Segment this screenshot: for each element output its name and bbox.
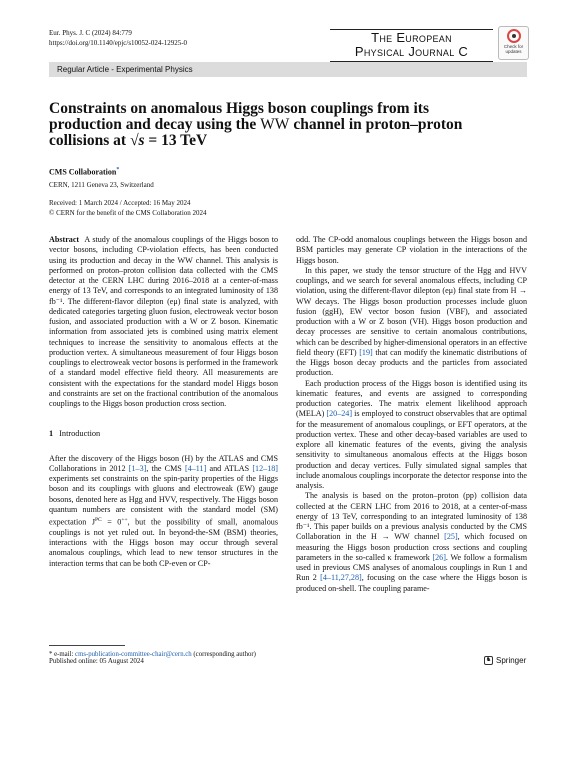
copyright: © CERN for the benefit of the CMS Collaboration 2024	[49, 208, 207, 217]
intro-text: experiments set constraints on the spin-parity properties of the Higgs boson and its couplings with gluons and electroweak (EW) gauge bosons, denoted here as Hgg and HVV, respectively. The Higgs boson quantum numbers are consistent with the standard model (SM) expectation J	[49, 474, 278, 527]
email-link[interactable]: cms-publication-committee-chair@cern.ch	[75, 651, 192, 658]
superscript: PC	[94, 517, 102, 523]
intro-paragraph-2	[296, 266, 527, 379]
check-badge-line2: updates	[505, 49, 522, 54]
check-for-updates-badge[interactable]	[498, 26, 529, 60]
intro-paragraph-cont: odd. The CP-odd anomalous couplings between the Higgs boson and BSM particles may generate CP violation in the interactions of the Higgs boson.	[296, 235, 527, 265]
citation-link[interactable]: [4–11]	[185, 463, 207, 473]
right-column	[296, 235, 527, 594]
citation-link[interactable]: [20–24]	[326, 409, 353, 419]
abstract-text: A study of the anomalous couplings of the Higgs boson to vector bosons, including CP-violation effects, has been conducted using its production and decay in the WW channel. This analysis is performed on proton–proton collision data collected with the CMS detector at the CERN LHC during 2016–2018 at a center-of-mass energy of 13 TeV, and corresponds to an integrated luminosity of 138 fb⁻¹. The different-flavor dilepton (eμ) final state is analyzed, with dedicated categories targeting gluon fusion, electroweak vector boson fusion, and associated production with a W or Z boson. Kinematic information from associated jets is combined using matrix element techniques to increase the sensitivity to anomalous effects at the production vertex. A simultaneous measurement of four Higgs boson couplings to electroweak vector bosons is performed in the framework of a standard model effective field theory. All measurements are consistent with the expectations for the standard model Higgs boson and constraints are set on the fractional contribution of the anomalous couplings to the Higgs boson production cross section.	[49, 235, 278, 408]
intro-text: and ATLAS	[206, 463, 253, 473]
abstract-label: Abstract	[49, 235, 80, 244]
intro-text: Each production process of the Higgs boson is identified using its kinematic features, and events are assigned to corresponding production categories. The matrix element likelihood approach (MELA)	[296, 378, 527, 419]
section-heading-introduction	[49, 429, 278, 439]
citation-link[interactable]: [1–3]	[128, 463, 147, 473]
journal-name-line1: The European	[371, 30, 452, 45]
publisher-logo	[484, 656, 526, 665]
intro-paragraph-4	[296, 491, 527, 594]
intro-paragraph-3	[296, 379, 527, 492]
title-energy: = 13 TeV	[144, 132, 208, 149]
citation-link[interactable]: [19]	[359, 347, 373, 357]
title-text-1: Constraints on anomalous Higgs boson couplings from its production and decay using the	[49, 100, 429, 133]
title-ww: WW	[260, 116, 290, 133]
intro-text: , which focused on measuring the Higgs boson production cross sections and coupling parameters in the so-called κ framework	[296, 532, 528, 562]
citation-link[interactable]: [25]	[444, 532, 458, 542]
citation-link[interactable]: [12–18]	[252, 463, 278, 473]
received-accepted: Received: 1 March 2024 / Accepted: 16 May 2024	[49, 199, 191, 207]
footnote-prefix: * e-mail:	[49, 651, 76, 658]
citation-link[interactable]: [26]	[432, 552, 446, 562]
title-sqrt-s: √s	[129, 132, 145, 149]
intro-text: . We follow a formalism used in previous CMS analyses of anomalous couplings in Run 1 and Run 2	[296, 552, 528, 583]
superscript: ++	[121, 517, 128, 523]
article-title	[49, 101, 469, 149]
intro-text: , but the possibility of small, anomalous couplings is not yet ruled out. In beyond-the-SM (BSM) theories, interactions with the Higgs boson may occur through several anomalous couplings, which lead to new tensor structures in the interaction terms that can be both CP-even or CP-	[49, 517, 278, 568]
publisher-name: Springer	[496, 656, 527, 665]
published-online: Published online: 05 August 2024	[49, 657, 144, 665]
intro-paragraph-1	[49, 454, 278, 569]
title-text-2: channel in proton–proton collisions at	[49, 116, 463, 149]
section-number: 1	[49, 429, 54, 439]
abstract	[49, 235, 278, 409]
springer-horse-icon: ♞	[485, 657, 492, 663]
intro-text: that can modify the kinematic distributions of the Higgs boson decay products and the particles from associated production.	[296, 347, 527, 378]
author-name: CMS Collaboration	[49, 167, 117, 177]
check-badge-line1: Check for	[503, 44, 524, 49]
citation: Eur. Phys. J. C (2024) 84:779	[49, 29, 132, 37]
journal-logo	[330, 29, 493, 62]
affiliation: CERN, 1211 Geneva 23, Switzerland	[49, 181, 154, 189]
author	[49, 167, 119, 177]
intro-text: After the discovery of the Higgs boson (H) by the ATLAS and CMS Collaborations in 2012	[49, 453, 278, 473]
left-column	[49, 235, 278, 569]
citation-link[interactable]: [4–11,27,28]	[320, 573, 362, 583]
intro-text: is employed to construct observables that are optimal for the measurement of anomalous couplings, or EFT operators, at the production vertex. These and other decay-based variables are used to explore all kinematic features of the events, giving the analysis sensitivity to simultaneous anomalous effects at the Higgs boson production and decay vertices. Fully simulated signal samples that include anomalous couplings incorporate the detector response into the analysis.	[296, 409, 528, 490]
footnote-suffix: (corresponding author)	[191, 651, 256, 658]
check-updates-icon	[507, 29, 521, 43]
intro-text: = 0	[101, 517, 122, 527]
footnote-rule	[49, 645, 125, 646]
author-footnote-mark[interactable]: *	[116, 167, 120, 173]
intro-text: In this paper, we study the tensor structure of the Hgg and HVV couplings, and we search for several anomalous effects, including CP violation, using the different-flavor dilepton (eμ) final state from H → WW decays. The Higgs boson production processes include gluon fusion (ggH), EW vector boson fusion (VBF), and associated production with a W or Z boson (VH). Higgs boson production and decay processes are sensitive to certain anomalous contributions, which can be described by higher-dimensional operators in an effective field theory (EFT)	[296, 265, 527, 357]
section-title: Introduction	[59, 429, 101, 439]
journal-name-line2: Physical Journal C	[354, 44, 469, 59]
doi-link[interactable]: https://doi.org/10.1140/epjc/s10052-024-12925-0	[49, 38, 188, 47]
intro-text: , the CMS	[146, 463, 185, 473]
dates-block	[49, 199, 207, 218]
intro-text: The analysis is based on the proton–proton (pp) collision data collected at the CERN LHC from 2016 to 2018, at a center-of-mass energy of 13 TeV, corresponding to an integrated luminosity of 138 fb⁻¹. This paper builds on a previous analysis conducted by the CMS Collaboration in the H → WW channel	[296, 491, 527, 542]
article-type-banner: Regular Article - Experimental Physics	[49, 62, 527, 77]
citation-block	[49, 29, 187, 48]
intro-text: , focusing on the case where the Higgs boson is produced on-shell. The coupling parame-	[296, 573, 528, 593]
